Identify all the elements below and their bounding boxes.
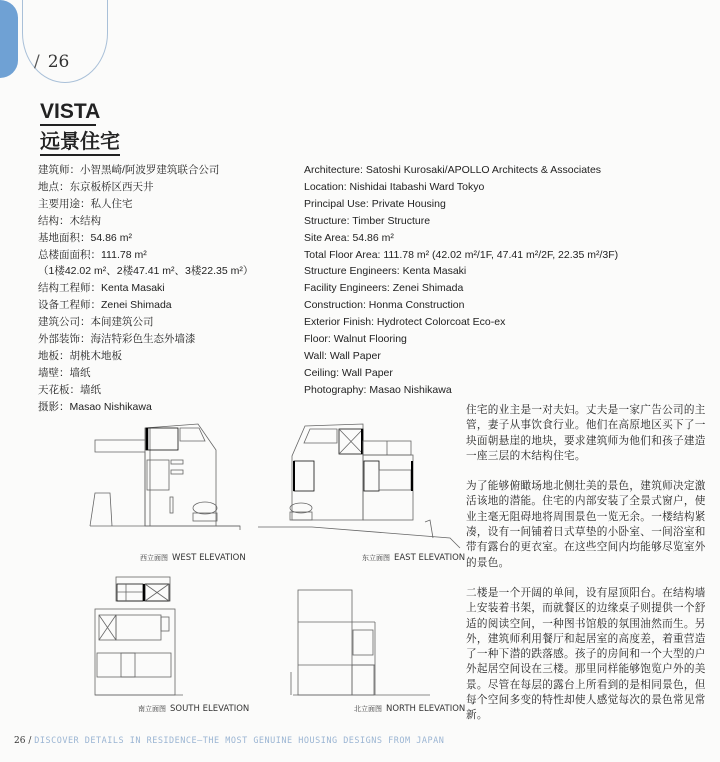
spec-line: 结构：木结构 — [38, 214, 101, 227]
paragraph: 二楼是一个开阔的单间，设有屋顶阳台。在结构墙上安装着书架，而就餐区的边缘桌子则提供一个舒适的阅读空间，一种图书馆般的氛围油然而生。另外，建筑师利用餐厅和起居室的高度差，着重营造了一种下潜的跌落感。孩子的房间和一个大型的户外起居空间设在三楼。那里同样能够饱览户外的美景。尽管在每层的露台上所看到的是相同景色，但每个空间多变的特性却使人感觉每次的景色常见常新。 — [466, 586, 706, 722]
spec-line: 地点：东京板桥区西天井 — [38, 180, 154, 193]
caption-en: EAST ELEVATION — [394, 553, 466, 563]
spec-line: 建筑公司：本间建筑公司 — [38, 316, 154, 329]
spec-line: Exterior Finish: Hydrotect Colorcoat Eco-ex — [304, 316, 506, 329]
spec-line: Total Floor Area: 111.78 m² (42.02 m²/1F, 47.41 m²/2F, 22.35 m²/3F) — [304, 248, 619, 261]
page-number-header: / 26 — [34, 52, 70, 72]
spec-line: （1楼42.02 m²、2楼47.41 m²、3楼22.35 m²） — [38, 265, 254, 278]
spec-line: 总楼面面积：111.78 m² — [38, 248, 147, 261]
spec-line: 外部装饰：海洁特彩色生态外墙漆 — [38, 333, 196, 346]
north-elevation-drawing — [291, 590, 430, 695]
spec-line: Construction: Honma Construction — [304, 299, 465, 312]
spec-line: Photography: Masao Nishikawa — [304, 383, 452, 396]
spec-line: 地板：胡桃木地板 — [38, 349, 122, 362]
east-elevation-drawing — [258, 424, 460, 548]
spec-line: Wall: Wall Paper — [304, 349, 381, 362]
spec-line: Floor: Walnut Flooring — [304, 333, 407, 346]
caption-cn: 东立面图 — [362, 554, 390, 562]
page-number: 26 — [47, 52, 70, 72]
spec-line: Structure: Timber Structure — [304, 214, 431, 227]
paragraph: 住宅的业主是一对夫妇。丈夫是一家广告公司的主管，妻子从事饮食行业。他们在高原地区买下了一块面朝悬崖的地块，要求建筑师为他们和孩子建造一座三层的木结构住宅。 — [466, 404, 706, 462]
north-elevation-caption — [354, 704, 465, 714]
caption-cn: 北立面图 — [354, 705, 382, 713]
title-cn: 远景住宅 — [40, 128, 120, 156]
spec-line: 建筑师：小智黑崎/阿波罗建筑联合公司 — [38, 164, 220, 176]
south-elevation-drawing — [95, 577, 183, 695]
spec-line: 主要用途：私人住宅 — [38, 197, 133, 210]
paragraph: 为了能够俯瞰场地北侧壮美的景色，建筑师决定激活该地的潜能。住宅的内部安装了全景式窗户，使业主毫无阻碍地将周围景色一览无余。一楼结构紧凑，设有一间铺着日式草垫的小卧室、一间浴室和带有露台的更衣室。在这些空间内均能够尽览室外的景色。 — [466, 480, 706, 569]
spec-line: Ceiling: Wall Paper — [304, 366, 393, 379]
caption-en: WEST ELEVATION — [172, 553, 246, 563]
footer-text: DISCOVER DETAILS IN RESIDENCE—THE MOST GENUINE HOUSING DESIGNS FROM JAPAN — [34, 736, 445, 746]
spec-line: 墙壁：墙纸 — [38, 366, 91, 379]
caption-en: NORTH ELEVATION — [386, 704, 466, 714]
caption-cn: 西立面图 — [140, 554, 168, 562]
page-footer — [14, 736, 444, 746]
caption-en: SOUTH ELEVATION — [170, 704, 250, 714]
spec-line: Architecture: Satoshi Kurosaki/APOLLO Architects & Associates — [304, 164, 602, 176]
east-elevation-caption — [362, 553, 465, 563]
spec-line: 结构工程师：Kenta Masaki — [38, 282, 165, 295]
title-en: VISTA — [40, 100, 96, 126]
spec-line: 设备工程师：Zenei Shimada — [38, 299, 172, 312]
west-elevation-drawing — [90, 424, 240, 530]
west-elevation-caption — [140, 553, 246, 563]
footer-page-number: 26 — [14, 736, 26, 746]
spec-line: Facility Engineers: Zenei Shimada — [304, 282, 464, 295]
spec-line: Site Area: 54.86 m² — [304, 231, 394, 244]
south-elevation-caption — [138, 704, 249, 714]
spec-line: 基地面积：54.86 m² — [38, 231, 132, 244]
spec-line: Location: Nishidai Itabashi Ward Tokyo — [304, 180, 485, 193]
footer-separator: / — [28, 736, 35, 746]
spec-line: 摄影：Masao Nishikawa — [38, 400, 152, 413]
caption-cn: 南立面图 — [138, 705, 166, 713]
spec-line: 天花板：墙纸 — [38, 383, 101, 396]
spec-line: Structure Engineers: Kenta Masaki — [304, 265, 467, 278]
spec-line: Principal Use: Private Housing — [304, 197, 446, 210]
